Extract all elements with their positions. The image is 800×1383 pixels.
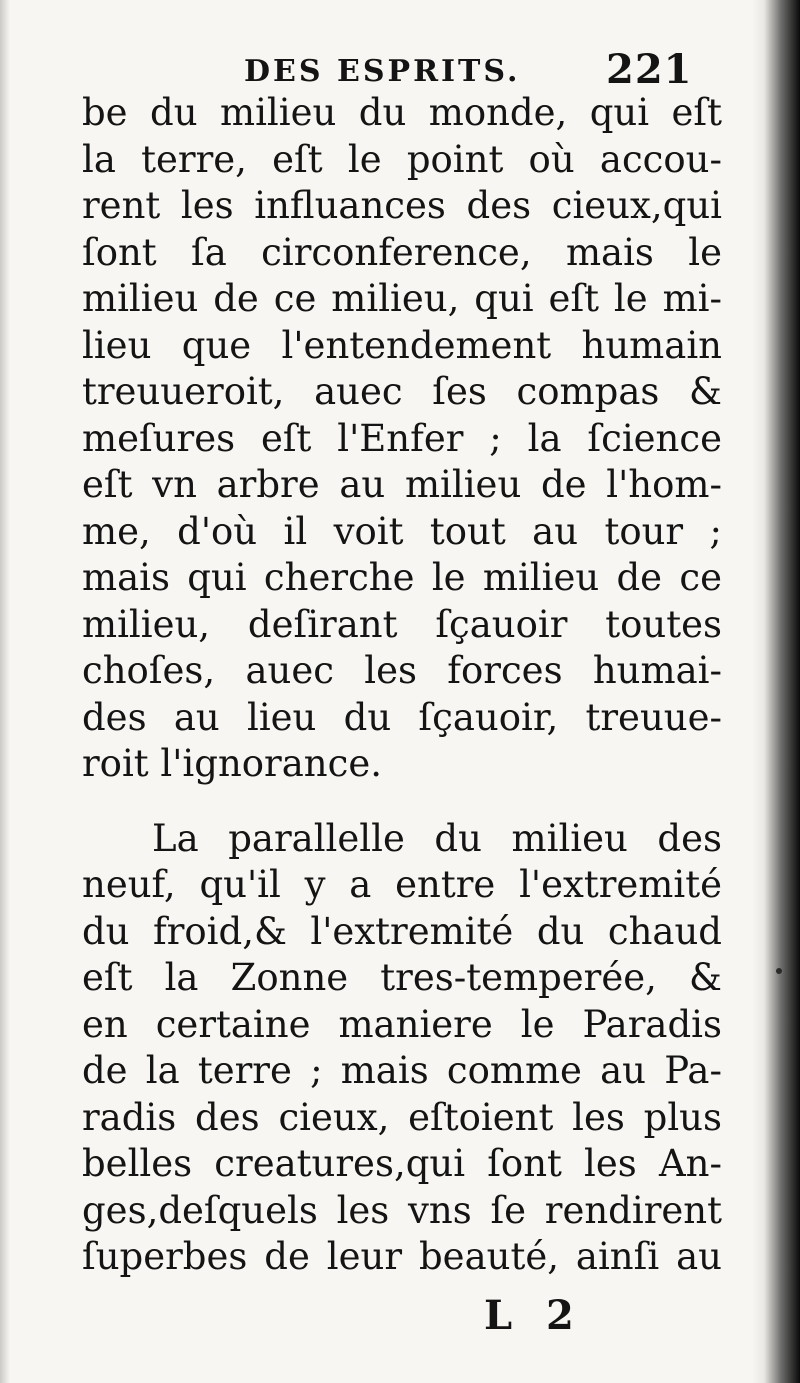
signature-mark: L 2 [484,1292,584,1339]
text-line: milieu, deſirant ſçauoir toutes [82,602,722,646]
text-line: de la terre ; mais comme au Pa- [82,1049,722,1092]
paragraph-2 [82,816,722,1281]
text-line: milieu de ce milieu, qui eſt le mi- [82,277,722,320]
text-line: lieu que l'entendement humain [82,323,722,367]
text-line: choſes, auec les forces humai- [82,649,722,692]
text-line: en certaine maniere le Paradis [82,1002,722,1046]
running-title: DES ESPRITS. [244,54,521,89]
body-text [82,90,722,1281]
text-line: eſt vn arbre au milieu de l'hom- [82,463,722,506]
text-line: belles creatures,qui ſont les An- [82,1142,722,1185]
text-line: me, d'où il voit tout au tour ; [82,509,722,553]
text-line: la terre, eſt le point où accou- [82,137,722,181]
scan-edge-right [752,0,800,1383]
text-line: ſont ſa circonference, mais le [82,230,722,274]
ink-speck [776,968,782,974]
text-line: La parallelle du milieu des [152,816,722,860]
text-line: meſures eſt l'Enfer ; la ſcience [82,416,722,460]
text-line: des au lieu du ſçauoir, treuue- [82,695,722,739]
paragraph-1 [82,90,722,788]
text-line: roit l'ignorance. [82,742,383,785]
text-line: radis des cieux, eſtoient les plus [82,1095,722,1139]
page-number: 221 [606,46,693,93]
text-line: be du milieu du monde, qui eſt [82,91,722,134]
text-line: ſuperbes de leur beauté, ainſi au [82,1235,722,1278]
paragraph-gap [82,788,722,816]
text-line: neuf, qu'il y a entre l'extremité [82,863,722,906]
scan-edge-left [0,0,10,1383]
text-line: du froid,& l'extremité du chaud [82,909,722,953]
text-line: ges,deſquels les vns ſe rendirent [82,1188,722,1232]
text-line: mais qui cherche le milieu de ce [82,556,722,599]
text-line: eſt la Zonne tres-temperée, & [82,956,722,999]
text-line: treuueroit, auec ſes compas & [82,370,722,413]
running-head [0,46,800,96]
text-line: rent les influances des cieux,qui [82,184,722,227]
